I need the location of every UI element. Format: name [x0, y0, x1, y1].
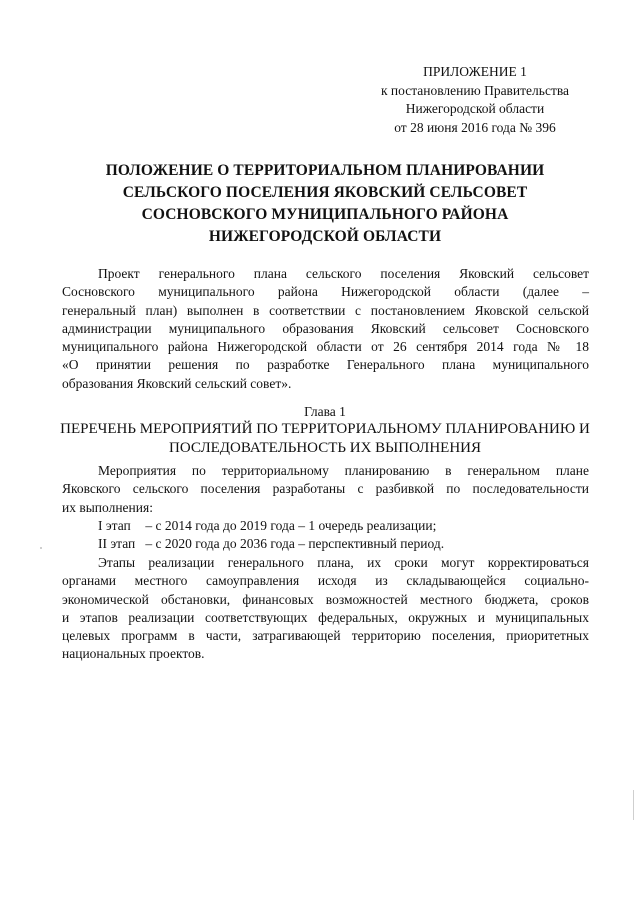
stage-description: – с 2020 года до 2036 года – перспективный период. — [145, 536, 445, 552]
paragraph-line: и этапов реализации соответствующих федеральных, окружных и муниципальных — [62, 609, 589, 625]
title-line: СОСНОВСКОГО МУНИЦИПАЛЬНОГО РАЙОНА — [141, 206, 509, 223]
title-line: СЕЛЬСКОГО ПОСЕЛЕНИЯ ЯКОВСКИЙ СЕЛЬСОВЕТ — [122, 184, 528, 201]
paragraph-line: Яковского сельского поселения разработаны с разбивкой по последовательности — [62, 481, 589, 497]
stage-name: II этап — [98, 536, 136, 552]
paragraph-line: образования Яковский сельский совет». — [62, 375, 292, 391]
appendix-resolution-line: к постановлению Правительства — [380, 82, 570, 98]
stage-name: I этап — [98, 518, 131, 533]
appendix-header — [355, 63, 595, 137]
paragraph-line: Проект генерального плана сельского поселения Яковский сельсовет — [98, 266, 589, 281]
stages-list — [98, 517, 598, 554]
appendix-region-line: Нижегородской области — [405, 101, 545, 116]
chapter-title — [55, 420, 595, 458]
appendix-label: ПРИЛОЖЕНИЕ 1 — [423, 64, 527, 79]
stage-item — [98, 535, 598, 553]
document-title — [60, 160, 590, 248]
paragraph-line: национальных проектов. — [62, 646, 205, 662]
final-paragraph — [62, 554, 589, 664]
measures-paragraph — [62, 462, 589, 517]
stage-item — [98, 517, 598, 535]
paragraph-line: «О принятии решения по разработке Генерального плана муниципального — [62, 357, 589, 373]
scan-speck — [40, 547, 42, 549]
title-line: НИЖЕГОРОДСКОЙ ОБЛАСТИ — [208, 228, 442, 245]
chapter-number: Глава 1 — [304, 404, 346, 419]
paragraph-line: муниципального района Нижегородской области от 26 сентября 2014 года № 18 — [62, 339, 589, 355]
paragraph-line: целевых программ в части, затрагивающей территорию поселения, приоритетных — [62, 628, 589, 644]
title-line: ПОЛОЖЕНИЕ О ТЕРРИТОРИАЛЬНОМ ПЛАНИРОВАНИИ — [105, 162, 545, 179]
intro-paragraph — [62, 265, 589, 393]
stage-description: – с 2014 года до 2019 года – 1 очередь реализации; — [145, 518, 437, 533]
paragraph-line: экономической обстановки, финансовых возможностей местного бюджета, сроков — [62, 591, 589, 607]
chapter-title-line: ПЕРЕЧЕНЬ МЕРОПРИЯТИЙ ПО ТЕРРИТОРИАЛЬНОМУ ПЛАНИРОВАНИЮ И — [60, 421, 590, 437]
scan-edge-mark — [633, 790, 634, 820]
paragraph-line: администрации муниципального образования Яковский сельсовет Сосновского — [62, 320, 589, 336]
paragraph-line: Мероприятия по территориальному планированию в генеральном плане — [98, 463, 589, 478]
paragraph-line: органами местного самоуправления исходя из складывающейся социально- — [62, 573, 589, 589]
appendix-date-line: от 28 июня 2016 года № 396 — [394, 119, 556, 135]
paragraph-line: их выполнения: — [62, 499, 153, 515]
paragraph-line: Этапы реализации генерального плана, их сроки могут корректироваться — [98, 555, 589, 570]
paragraph-line: Сосновского муниципального района Нижегородской области (далее – — [62, 284, 589, 300]
paragraph-line: генеральный план) выполнен в соответствии с постановлением Яковской сельской — [62, 302, 589, 318]
chapter-title-line: ПОСЛЕДОВАТЕЛЬНОСТЬ ИХ ВЫПОЛНЕНИЯ — [168, 440, 481, 456]
